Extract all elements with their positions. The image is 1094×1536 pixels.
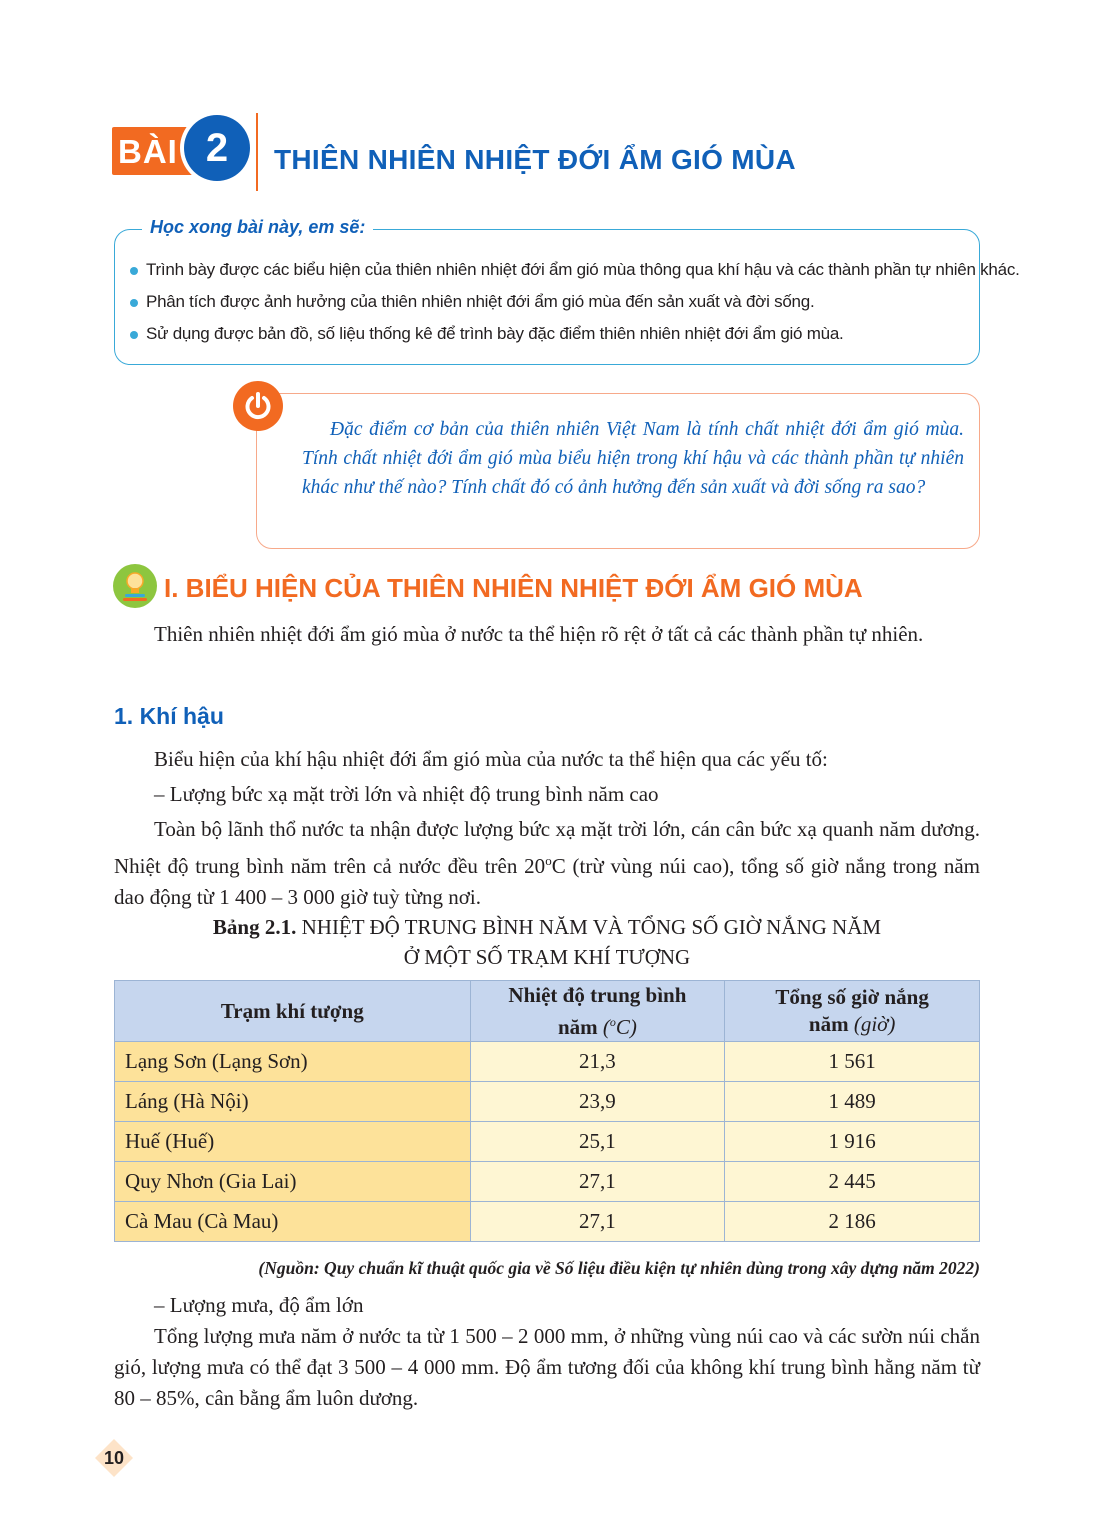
- intro-question: Đặc điểm cơ bản của thiên nhiên Việt Nam là tính chất nhiệt đới ẩm gió mùa. Tính chất nhiệt đới ẩm gió mùa biểu hiện trong khí hậu và các thành phần tự nhiên khác như thế nào? Tính chất đó có ảnh hưởng đến sản xuất và đời sống ra sao?: [302, 419, 964, 498]
- cell-station: Cà Mau (Cà Mau): [115, 1202, 471, 1242]
- cell-sunshine: 1 916: [725, 1122, 980, 1162]
- lesson-number: 2: [184, 115, 250, 181]
- objective-item: Sử dụng được bản đồ, số liệu thống kê để trình bày đặc điểm thiên nhiên nhiệt đới ẩm gió mùa.: [128, 318, 1020, 350]
- paragraph: – Lượng mưa, độ ẩm lớn: [154, 1293, 364, 1317]
- data-table: [114, 980, 980, 1242]
- cell-sunshine: 1 489: [725, 1082, 980, 1122]
- cell-station: Huế (Huế): [115, 1122, 471, 1162]
- paragraph: Biểu hiện của khí hậu nhiệt đới ẩm gió mùa của nước ta thể hiện qua các yếu tố:: [154, 747, 828, 771]
- lesson-word: BÀI: [118, 133, 178, 170]
- header-temperature: Nhiệt độ trung bình năm ($^o$C): [470, 981, 725, 1042]
- table-row: [115, 1042, 980, 1082]
- cell-temperature: 23,9: [470, 1082, 725, 1122]
- cell-sunshine: 2 445: [725, 1162, 980, 1202]
- bullet-icon: [130, 331, 138, 339]
- cell-station: Láng (Hà Nội): [115, 1082, 471, 1122]
- objectives-list: [128, 254, 1020, 350]
- page-number: 10: [103, 1448, 125, 1468]
- table-row: [115, 1202, 980, 1242]
- cell-sunshine: 1 561: [725, 1042, 980, 1082]
- objective-item: Trình bày được các biểu hiện của thiên nhiên nhiệt đới ẩm gió mùa thông qua khí hậu và các thành phần tự nhiên khác.: [128, 254, 1020, 286]
- cell-temperature: 27,1: [470, 1202, 725, 1242]
- objectives-heading: Học xong bài này, em sẽ:: [142, 214, 373, 240]
- table-caption-line2: Ở MỘT SỐ TRẠM KHÍ TƯỢNG: [403, 945, 691, 969]
- paragraph: Tổng lượng mưa năm ở nước ta từ 1 500 – 2 000 mm, ở những vùng núi cao và các sườn núi chắn gió, lượng mưa có thể đạt 3 500 – 4 000 mm. Độ ẩm tương đối của không khí trung bình hằng năm từ 80 – 85%, cân bằng ẩm luôn dương.: [114, 1324, 980, 1410]
- bullet-icon: [130, 267, 138, 275]
- cell-temperature: 21,3: [470, 1042, 725, 1082]
- subsection-title: 1. Khí hậu: [114, 703, 224, 729]
- power-icon: [233, 381, 283, 431]
- cell-temperature: 25,1: [470, 1122, 725, 1162]
- table-row: [115, 1122, 980, 1162]
- lesson-title: THIÊN NHIÊN NHIỆT ĐỚI ẨM GIÓ MÙA: [274, 144, 796, 175]
- header-station: Trạm khí tượng: [115, 981, 471, 1042]
- table-caption: Bảng 2.1. NHIỆT ĐỘ TRUNG BÌNH NĂM VÀ TỔNG SỐ GIỜ NẮNG NĂM: [212, 915, 882, 939]
- lightbulb-icon: [112, 563, 158, 609]
- table-row: [115, 1082, 980, 1122]
- objective-item: Phân tích được ảnh hưởng của thiên nhiên nhiệt đới ẩm gió mùa đến sản xuất và đời sống.: [128, 286, 1020, 318]
- section-intro: Thiên nhiên nhiệt đới ẩm gió mùa ở nước ta thể hiện rõ rệt ở tất cả các thành phần tự nhiên.: [154, 622, 924, 646]
- section-title: I. BIỂU HIỆN CỦA THIÊN NHIÊN NHIỆT ĐỚI ẨM GIÓ MÙA: [164, 573, 863, 603]
- table-row: [115, 1162, 980, 1202]
- table-source: (Nguồn: Quy chuẩn kĩ thuật quốc gia về Số liệu điều kiện tự nhiên dùng trong xây dựng năm 2022): [258, 1258, 980, 1278]
- bullet-icon: [130, 299, 138, 307]
- header-divider: [256, 113, 258, 191]
- cell-temperature: 27,1: [470, 1162, 725, 1202]
- header-sunshine: Tổng số giờ nắng năm (giờ): [725, 981, 980, 1042]
- cell-sunshine: 2 186: [725, 1202, 980, 1242]
- cell-station: Lạng Sơn (Lạng Sơn): [115, 1042, 471, 1082]
- cell-station: Quy Nhơn (Gia Lai): [115, 1162, 471, 1202]
- table-header-row: [115, 981, 980, 1042]
- paragraph: – Lượng bức xạ mặt trời lớn và nhiệt độ trung bình năm cao: [154, 782, 659, 806]
- paragraph: Toàn bộ lãnh thổ nước ta nhận được lượng bức xạ mặt trời lớn, cán cân bức xạ quanh năm dương. Nhiệt độ trung bình năm trên cả nước đều trên 20$^o$C (trừ vùng núi cao), tổng số giờ nắng trong năm dao động từ 1 400 – 3 000 giờ tuỳ từng nơi.: [114, 817, 980, 909]
